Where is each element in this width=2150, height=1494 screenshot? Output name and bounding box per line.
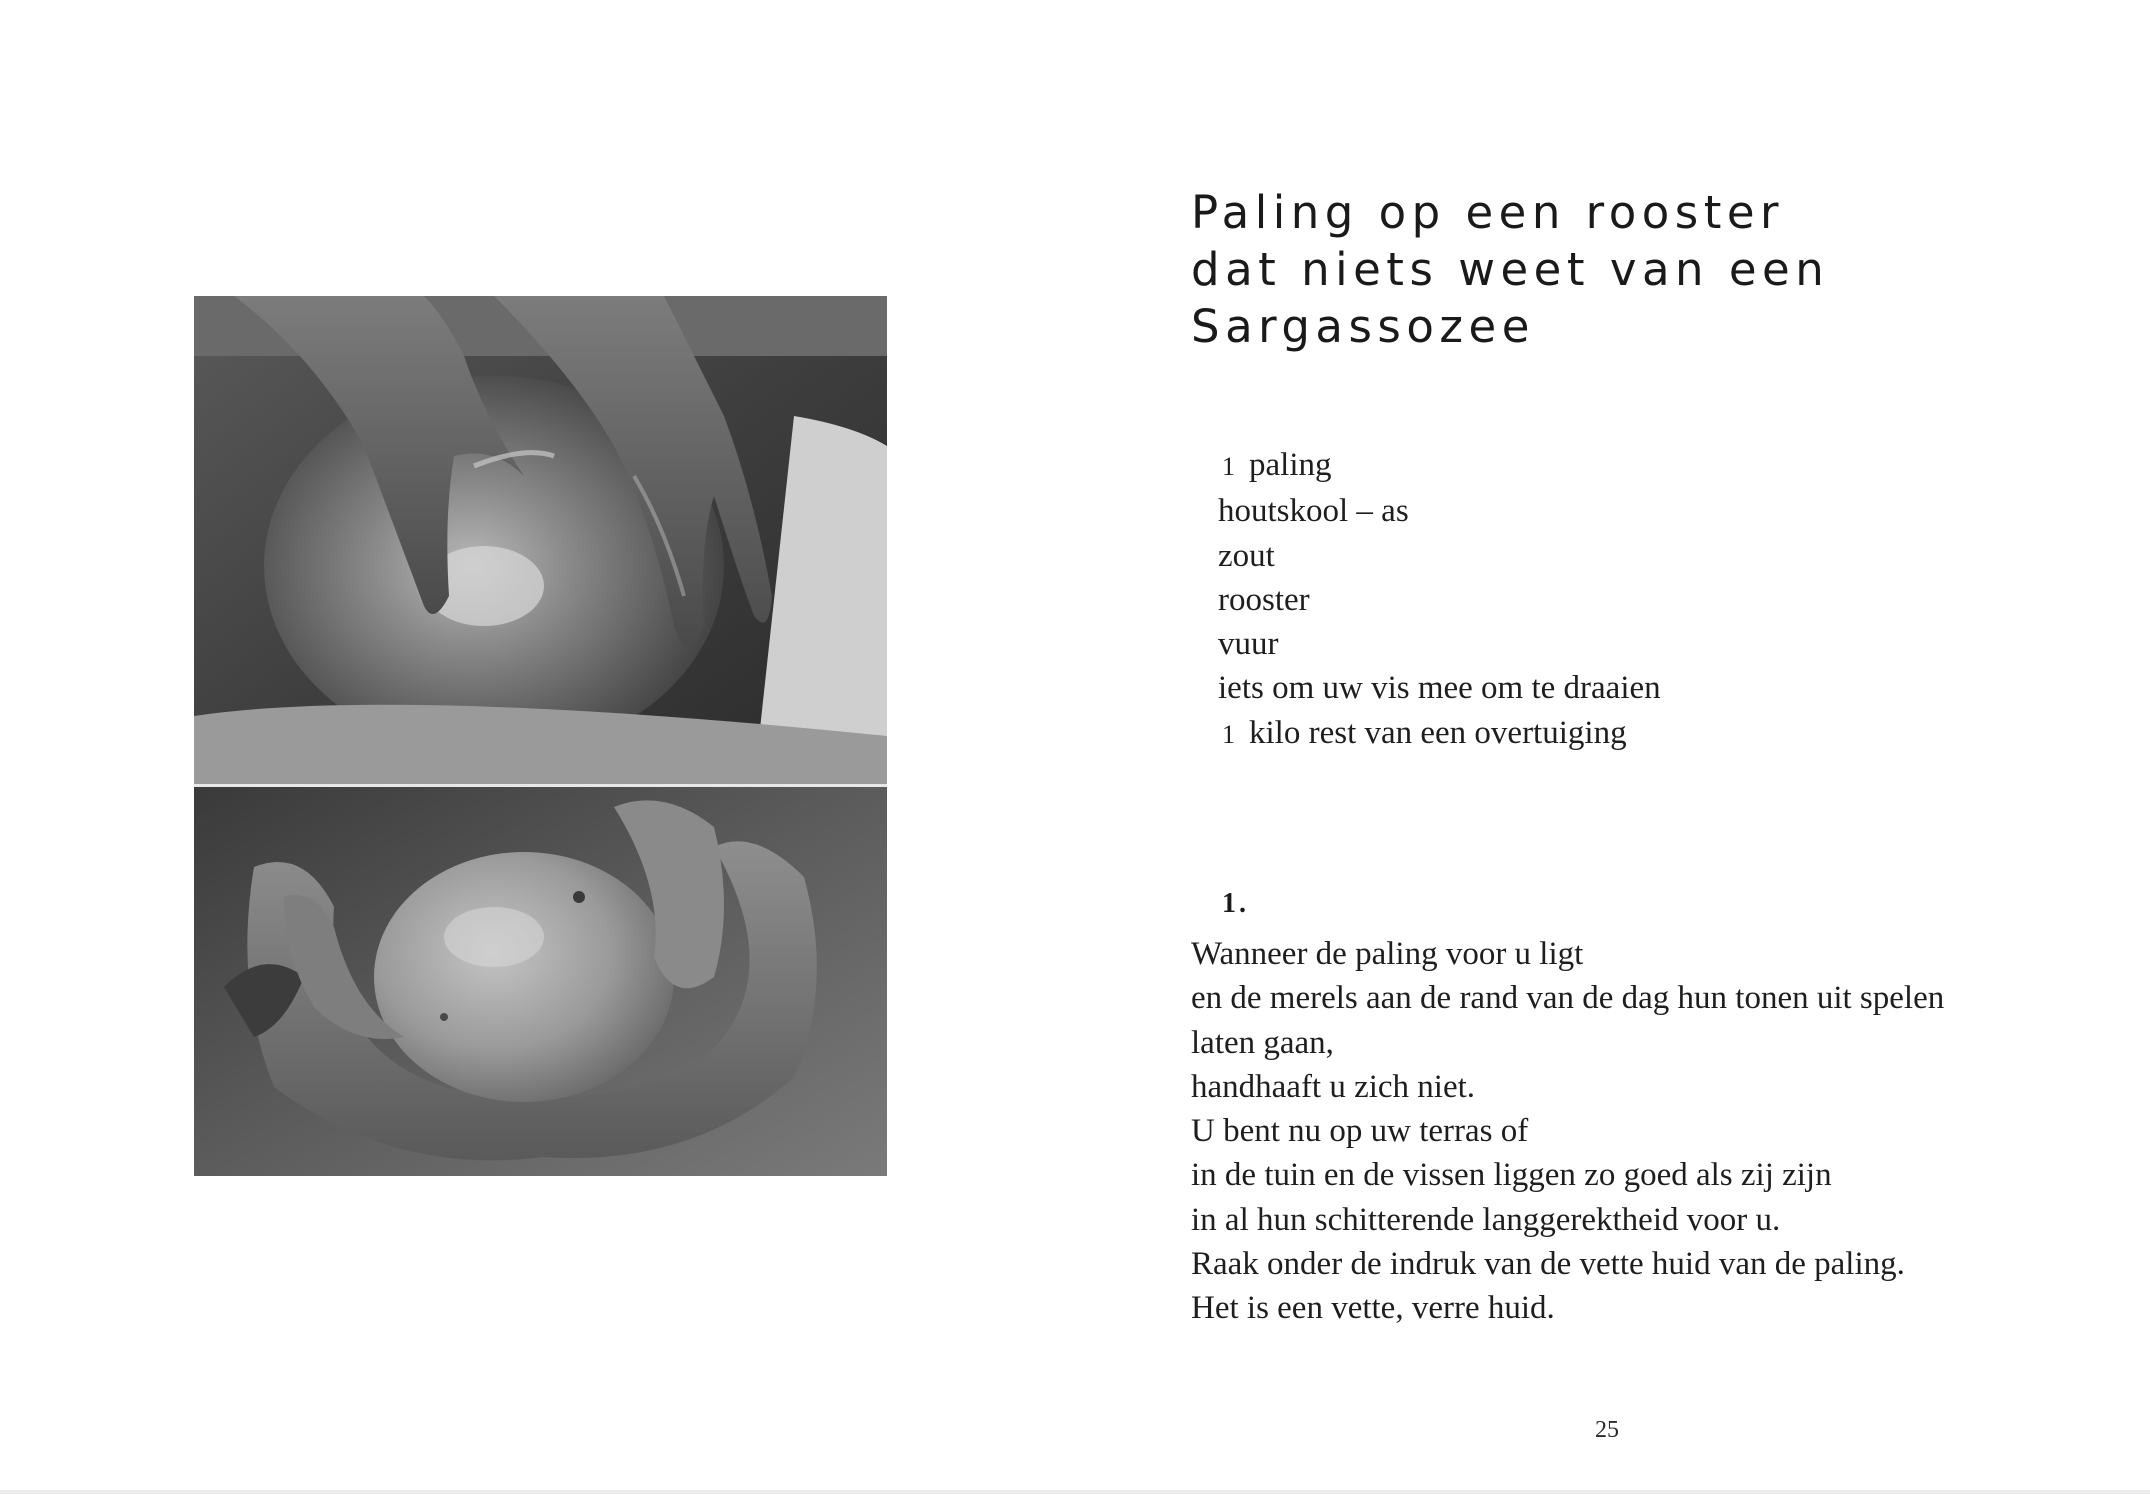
poem-line: Wanneer de paling voor u ligt	[1191, 936, 1584, 972]
list-item	[1218, 711, 1661, 757]
list-item	[1218, 578, 1661, 622]
poem-line: in de tuin en de vissen liggen zo goed als zij zijn	[1191, 1157, 1832, 1194]
list-item	[1218, 534, 1661, 578]
ingredient-label: houtskool – as	[1218, 493, 1409, 530]
page-edge	[0, 1490, 2150, 1494]
ingredient-label: vuur	[1218, 626, 1279, 663]
massage-photo	[194, 296, 887, 784]
poem-line: in al hun schitterende langgerektheid voor u.	[1191, 1201, 1781, 1238]
title-line: dat niets weet van een	[1191, 243, 1830, 296]
list-item	[1218, 622, 1661, 666]
poem-line: U bent nu op uw terras of	[1191, 1113, 1529, 1150]
ingredient-label: rooster	[1218, 581, 1310, 618]
section-number: 1.	[1222, 888, 1249, 919]
page-number: 25	[1595, 1417, 1619, 1443]
poem-line: en de merels aan de rand van de dag hun tonen uit spelen	[1191, 980, 1945, 1017]
poem-line: Raak onder de indruk van de vette huid van de paling.	[1191, 1246, 1905, 1283]
poem-body	[1191, 932, 1944, 1331]
title-line: Paling op een rooster	[1191, 186, 1785, 239]
list-item	[1218, 489, 1661, 533]
ingredient-label: kilo rest van een overtuiging	[1249, 714, 1627, 751]
hands-holding-fruit-photo	[194, 787, 887, 1176]
poem-line: laten gaan,	[1191, 1024, 1334, 1061]
poem-line: Het is een vette, verre huid.	[1191, 1290, 1555, 1327]
poem-line: handhaaft u zich niet.	[1191, 1068, 1476, 1105]
ingredient-label: paling	[1249, 447, 1332, 483]
list-item	[1218, 443, 1661, 489]
list-item	[1218, 666, 1661, 710]
ingredient-label: iets om uw vis mee om te draaien	[1218, 670, 1661, 707]
ingredient-quantity: 1	[1222, 719, 1235, 749]
ingredient-label: zout	[1218, 537, 1275, 574]
ingredient-list	[1218, 443, 1661, 757]
ingredient-quantity: 1	[1222, 452, 1235, 481]
page-title	[1191, 184, 1829, 355]
title-line: Sargassozee	[1191, 300, 1535, 353]
